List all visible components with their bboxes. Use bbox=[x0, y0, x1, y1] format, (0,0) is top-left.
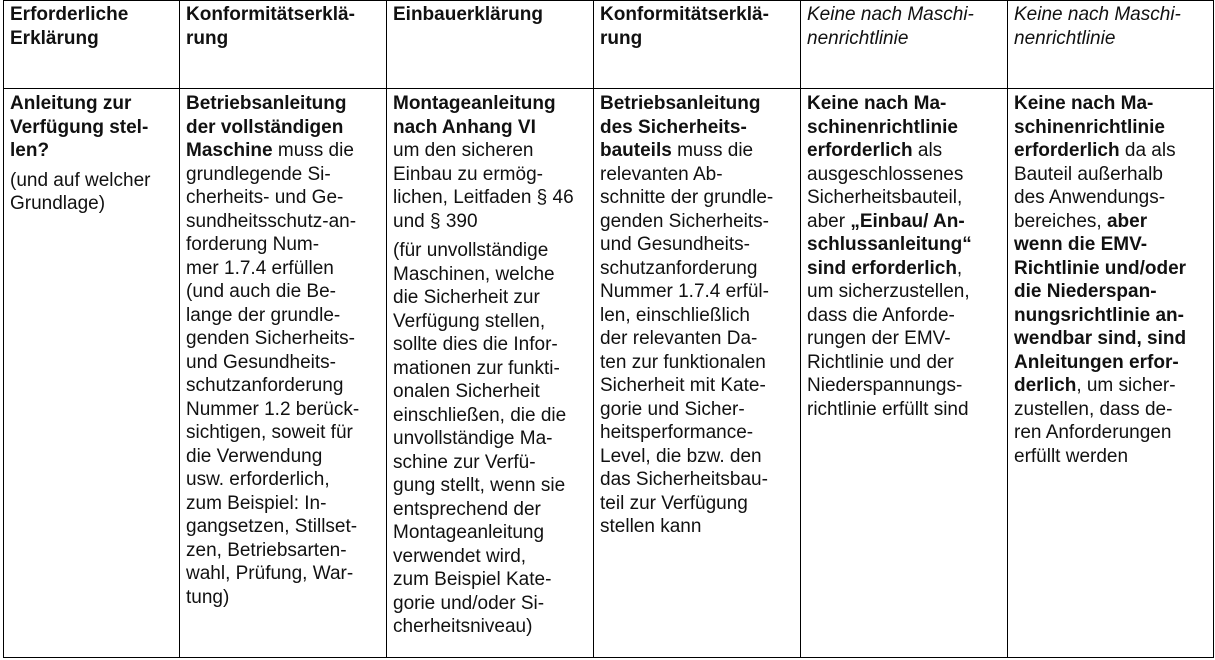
text-line: verwendet wird, bbox=[393, 545, 527, 567]
text-line: gorie und/oder Si- bbox=[393, 592, 545, 614]
bold-span: „Einbau/ An- bbox=[850, 210, 965, 232]
text-line: gung stellt, wenn sie bbox=[393, 475, 566, 496]
text-line: ten zur funktionalen bbox=[600, 351, 766, 373]
header-row bbox=[4, 1, 1214, 89]
text-line: der vollständigen bbox=[186, 116, 344, 138]
text-line bbox=[186, 139, 380, 163]
text-line: und Gesundheits- bbox=[186, 351, 336, 373]
text-line: wenn die EMV- bbox=[1014, 234, 1148, 255]
text-line: Betriebsanleitung bbox=[186, 93, 347, 114]
text-line: Maschinen, welche bbox=[393, 263, 555, 285]
cell-assembly-instructions bbox=[387, 89, 594, 658]
bold-span: derlich bbox=[1014, 375, 1077, 396]
text-span: muss die bbox=[671, 140, 754, 161]
text-line: Anleitung zur bbox=[10, 93, 132, 114]
header-line: rung bbox=[186, 27, 229, 49]
text-line: um sicherzustellen, bbox=[807, 281, 970, 302]
text-line: grundlegende Si- bbox=[186, 163, 331, 185]
text-line: Montageanleitung bbox=[393, 93, 556, 114]
header-line: Konformitätserklä- bbox=[186, 4, 355, 25]
text-line: Verfügung stel- bbox=[10, 116, 149, 138]
note bbox=[10, 169, 173, 216]
header-cell-none-machinery-2 bbox=[1008, 1, 1214, 89]
text-line: ausgeschlossenes bbox=[807, 163, 964, 185]
text-line: onalen Sicherheit bbox=[393, 381, 540, 402]
text-line: Nummer 1.2 berück- bbox=[186, 398, 360, 420]
bold-span: erforderlich bbox=[1014, 140, 1120, 161]
text-line: heitsperformance- bbox=[600, 422, 754, 443]
text-line: (für unvollständige bbox=[393, 240, 549, 261]
text-line: Sicherheit mit Kate- bbox=[600, 375, 766, 396]
text-line: (und auch die Be- bbox=[186, 281, 336, 302]
text-line: Keine nach Ma- bbox=[1014, 93, 1154, 114]
text-line: gangsetzen, Stillset- bbox=[186, 516, 358, 537]
text-line: sollte dies die Infor- bbox=[393, 334, 558, 355]
text-line: einschließen, die die bbox=[393, 404, 567, 426]
text-line: teil zur Verfügung bbox=[600, 492, 748, 514]
text-line: schutzanforderung bbox=[600, 257, 758, 279]
text-line: Niederspannungs- bbox=[807, 375, 963, 396]
text-line bbox=[1014, 374, 1207, 398]
text-line: len? bbox=[10, 140, 50, 161]
text-line: genden Sicherheits- bbox=[600, 210, 769, 232]
text-line: Verfügung stellen, bbox=[393, 310, 546, 332]
text-line bbox=[1014, 210, 1207, 234]
bold-span: Maschine bbox=[186, 140, 273, 161]
text-line: forderung Num- bbox=[186, 234, 320, 255]
text-line: lange der grundle- bbox=[186, 304, 341, 326]
text-line: (und auf welcher bbox=[10, 169, 151, 191]
text-line: Einbau zu ermög- bbox=[393, 163, 543, 185]
text-line: Bauteil außerhalb bbox=[1014, 163, 1163, 185]
text-line: zen, Betriebsarten- bbox=[186, 539, 347, 561]
text-line: schinenrichtlinie bbox=[1014, 116, 1165, 138]
text-line: der relevanten Da- bbox=[600, 328, 758, 349]
text-line: um den sicheren bbox=[393, 140, 534, 161]
text-line: gorie und Sicher- bbox=[600, 398, 745, 420]
cell-operating-instructions-safety-component bbox=[594, 89, 801, 658]
regulation-table bbox=[3, 0, 1214, 658]
text-line: tung) bbox=[186, 586, 230, 608]
cell-none-required-excluded-safety-component bbox=[801, 89, 1008, 658]
text-span: als bbox=[912, 140, 943, 161]
text-line: Keine nach Ma- bbox=[807, 93, 947, 114]
text-line: schutzanforderung bbox=[186, 375, 344, 396]
text-line: Richtlinie und der bbox=[807, 351, 954, 373]
header-cell-none-machinery-1 bbox=[801, 1, 1008, 89]
text-line: Level, die bzw. den bbox=[600, 445, 762, 467]
header-line: nenrichtlinie bbox=[807, 27, 909, 49]
bold-span: sind erforderlich bbox=[807, 257, 957, 279]
text-line: nungsrichtlinie an- bbox=[1014, 304, 1184, 326]
header-line: Einbauerklärung bbox=[393, 4, 543, 25]
text-line: und Gesundheits- bbox=[600, 234, 750, 255]
text-line: das Sicherheitsbau- bbox=[600, 469, 768, 490]
note bbox=[393, 239, 587, 639]
cell-none-required-outside-scope bbox=[1008, 89, 1214, 658]
text-line: Sicherheitsbauteil, bbox=[807, 187, 963, 208]
header-cell-declaration-of-conformity-1 bbox=[180, 1, 387, 89]
header-cell-declaration-of-conformity-2 bbox=[594, 1, 801, 89]
header-line: rung bbox=[600, 27, 643, 49]
text-line: Betriebsanleitung bbox=[600, 93, 761, 114]
text-span: , bbox=[956, 257, 963, 279]
text-line: usw. erforderlich, bbox=[186, 469, 330, 490]
bold-span: erforderlich bbox=[807, 140, 913, 161]
text-line: sichtigen, soweit für bbox=[186, 422, 353, 443]
text-span: da als bbox=[1119, 140, 1176, 161]
body-row bbox=[4, 89, 1214, 658]
text-line: Montageanleitung bbox=[393, 522, 545, 543]
text-list bbox=[807, 163, 1001, 210]
text-line: die Sicherheit zur bbox=[393, 287, 540, 308]
text-line: erfüllt werden bbox=[1014, 445, 1129, 467]
header-cell-declaration-of-incorporation bbox=[387, 1, 594, 89]
text-line: lichen, Leitfaden § 46 bbox=[393, 187, 574, 208]
text-line: Anleitungen erfor- bbox=[1014, 351, 1179, 373]
text-list bbox=[393, 139, 587, 233]
text-line bbox=[807, 257, 1001, 281]
text-span: , um sicher- bbox=[1076, 375, 1176, 396]
text-line: des Sicherheits- bbox=[600, 116, 747, 138]
header-line: Erklärung bbox=[10, 27, 99, 49]
text-line: zum Beispiel Kate- bbox=[393, 569, 552, 590]
text-line: die Verwendung bbox=[186, 445, 323, 467]
header-line: nenrichtlinie bbox=[1014, 27, 1116, 49]
text-span: aber bbox=[807, 210, 851, 232]
bold-span: bauteils bbox=[600, 140, 672, 161]
text-line: genden Sicherheits- bbox=[186, 328, 355, 349]
text-list bbox=[1014, 233, 1207, 374]
text-line: schnitte der grundle- bbox=[600, 187, 774, 208]
header-line: Erforderliche bbox=[10, 4, 129, 25]
text-line bbox=[1014, 139, 1207, 163]
text-line: wahl, Prüfung, War- bbox=[186, 563, 354, 584]
text-line: sundheitsschutz-an- bbox=[186, 210, 357, 232]
text-line: entsprechend der bbox=[393, 498, 541, 520]
text-span: muss die bbox=[272, 140, 354, 161]
text-line: ren Anforderungen bbox=[1014, 422, 1172, 443]
text-line bbox=[807, 210, 1001, 234]
text-line: schinenrichtlinie bbox=[807, 116, 958, 138]
text-line: richtlinie erfüllt sind bbox=[807, 398, 969, 420]
text-line: die Niederspan- bbox=[1014, 281, 1157, 302]
text-line: unvollständige Ma- bbox=[393, 428, 553, 449]
text-line: nach Anhang VI bbox=[393, 116, 536, 138]
text-line: schlussanleitung“ bbox=[807, 234, 972, 255]
text-line: zum Beispiel: In- bbox=[186, 492, 327, 514]
text-line: Nummer 1.7.4 erfül- bbox=[600, 281, 769, 302]
text-line: wendbar sind, sind bbox=[1014, 328, 1187, 349]
text-line: len, einschließlich bbox=[600, 304, 750, 326]
text-span: bereiches, bbox=[1014, 210, 1107, 232]
text-line: mer 1.7.4 erfüllen bbox=[186, 257, 334, 279]
text-list bbox=[186, 163, 380, 610]
text-line: stellen kann bbox=[600, 516, 702, 537]
text-line bbox=[600, 139, 794, 163]
text-list bbox=[807, 280, 1001, 421]
text-line: cherheitsniveau) bbox=[393, 616, 533, 637]
text-list bbox=[1014, 163, 1207, 210]
text-line bbox=[807, 139, 1001, 163]
header-line: Keine nach Maschi- bbox=[1014, 4, 1181, 25]
text-list bbox=[600, 163, 794, 539]
text-line: schine zur Verfü- bbox=[393, 451, 536, 473]
text-line: zustellen, dass de- bbox=[1014, 398, 1173, 420]
cell-provide-instructions bbox=[4, 89, 180, 658]
header-cell-required-declaration bbox=[4, 1, 180, 89]
text-line: und § 390 bbox=[393, 210, 478, 232]
text-line: cherheits- und Ge- bbox=[186, 187, 344, 208]
header-line: Konformitätserklä- bbox=[600, 4, 769, 25]
text-line: mationen zur funkti- bbox=[393, 357, 560, 379]
cell-operating-instructions-machine bbox=[180, 89, 387, 658]
text-line: dass die Anforde- bbox=[807, 304, 955, 326]
text-list bbox=[1014, 398, 1207, 469]
text-line: Grundlage) bbox=[10, 193, 106, 214]
text-line: Richtlinie und/oder bbox=[1014, 257, 1187, 279]
text-line: des Anwendungs- bbox=[1014, 187, 1166, 208]
text-line: relevanten Ab- bbox=[600, 163, 723, 185]
bold-span: aber bbox=[1106, 210, 1148, 232]
header-line: Keine nach Maschi- bbox=[807, 4, 974, 25]
text-line: rungen der EMV- bbox=[807, 328, 951, 349]
